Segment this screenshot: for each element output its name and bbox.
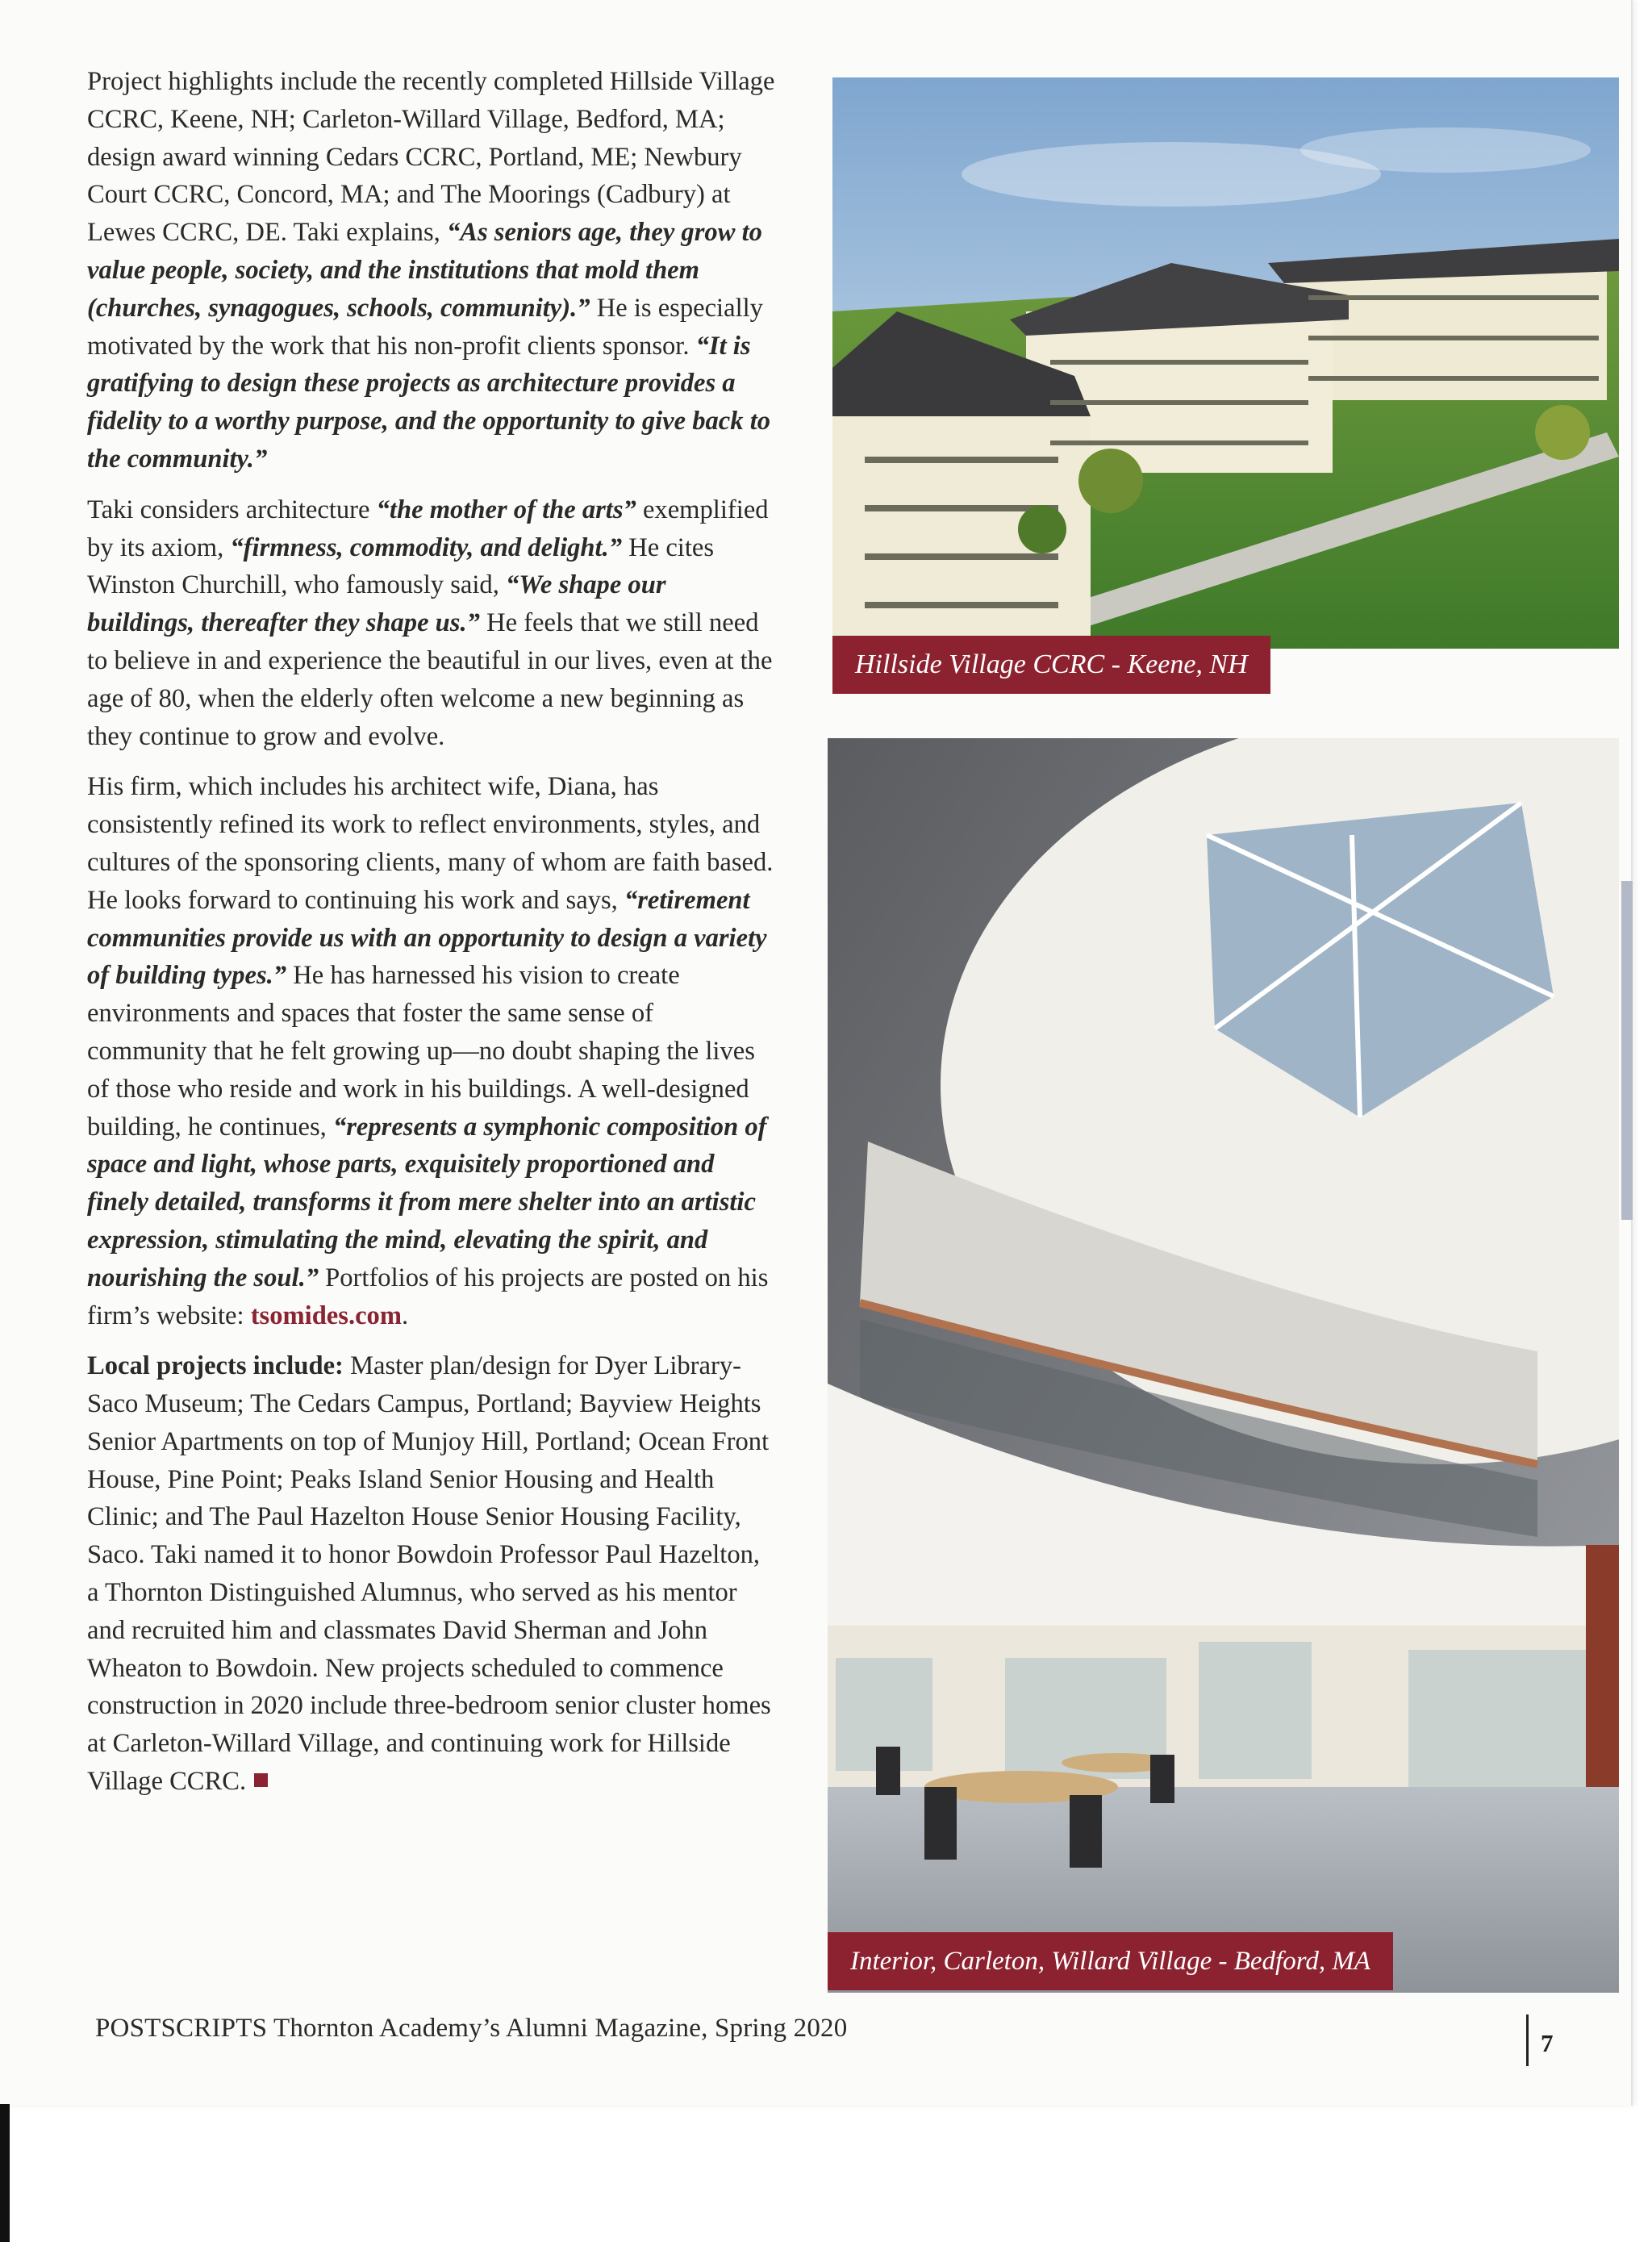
page-number: 7 (1541, 2029, 1554, 2057)
text-run: Taki considers architecture (87, 495, 377, 524)
text-run: Project highlights include the recently completed Hillside Village CCRC, Keene, NH; Carleton-Willard Village, Bedford, MA; design award winning Cedars CCRC, Portland, ME; Newbury Court CCRC, Concord, MA; and The Moorings (Cadbury) at Lewes CCRC, DE. Taki explains, (87, 67, 775, 248)
hillside-village-photo (832, 77, 1619, 649)
footer-divider (1526, 2014, 1529, 2066)
end-of-article-mark (254, 1773, 268, 1787)
quote: “We shape our buildings, thereafter they shape us.” (87, 570, 666, 638)
text-run: He is especially motivated by the work that his non-profit clients sponsor. (87, 293, 763, 361)
quote: “retirement communities provide us with an opportunity to design a variety of building types.” (87, 885, 767, 991)
website-link[interactable]: tsomides.com (250, 1301, 402, 1330)
text-run: His firm, which includes his architect wife, Diana, has consistently refined its work to reflect environments, styles, and cultures of the sponsoring clients, many of whom are faith based. He looks forward to continuing his work and says, (87, 772, 774, 915)
text-run: He cites Winston Churchill, who famously said, (87, 532, 715, 600)
article-paragraph-1 (87, 63, 777, 478)
quote: “firmness, commodity, and delight.” (230, 532, 623, 562)
quote: “It is gratifying to design these projects as architecture provides a fidelity to a worthy purpose, and the opportunity to give back to the community.” (87, 331, 771, 474)
quote: “represents a symphonic composition of space and light, whose parts, exquisitely proportioned and finely detailed, transforms it from mere shelter into an artistic expression, stimulating the mind, elevating the spirit, and nourishing the soul.” (87, 1112, 767, 1292)
article-column (87, 63, 777, 1814)
interior-photo-caption: Interior, Carleton, Willard Village - Bedford, MA (828, 1932, 1393, 1990)
text-run: Master plan/design for Dyer Library-Saco Museum; The Cedars Campus, Portland; Bayview Heights Senior Apartments on top of Munjoy Hill, Portland; Ocean Front House, Pine Point; Peaks Island Senior Housing and Health Clinic; and The Paul Hazelton House Senior Housing Facility, Saco. Taki named it to honor Bowdoin Professor Paul Hazelton, a Thornton Distinguished Alumnus, who served as his mentor and recruited him and classmates David Sherman and John Wheaton to Bowdoin. New projects scheduled to commence construction in 2020 include three-bedroom senior cluster homes at Carleton-Willard Village, and continuing work for Hillside Village CCRC. (87, 1351, 771, 1797)
article-paragraph-2 (87, 491, 777, 756)
text-run: . (401, 1301, 409, 1330)
section-lead: Local projects include: (87, 1351, 344, 1381)
magazine-footer: POSTSCRIPTS Thornton Academy’s Alumni Magazine, Spring 2020 (95, 2014, 848, 2043)
text-run: He has harnessed his vision to create environments and spaces that foster the same sense of community that he felt growing up—no doubt shaping the lives of those who reside and work in his buildings. A well-designed building, he continues, (87, 961, 755, 1142)
text-run: He feels that we still need to believe in and experience the beautiful in our lives, even at the age of 80, when the elderly often welcome a new beginning as they continue to grow and evolve. (87, 608, 773, 751)
hillside-photo-caption: Hillside Village CCRC - Keene, NH (832, 636, 1270, 694)
page-edge-stripe (1621, 881, 1633, 1220)
carleton-interior-photo (828, 738, 1619, 1993)
quote: “the mother of the arts” (376, 495, 636, 524)
scan-edge-bar (0, 2104, 10, 2242)
article-paragraph-3 (87, 768, 777, 1334)
atrium-interior-image (828, 738, 1619, 1993)
quote: “As seniors age, they grow to value people, society, and the institutions that mold them (churches, synagogues, schools, community).” (87, 218, 762, 323)
article-paragraph-4 (87, 1347, 777, 1801)
building-rendering (832, 77, 1619, 649)
text-run: exemplified by its axiom, (87, 495, 769, 562)
text-run: Portfolios of his projects are posted on his firm’s website: (87, 1263, 769, 1330)
